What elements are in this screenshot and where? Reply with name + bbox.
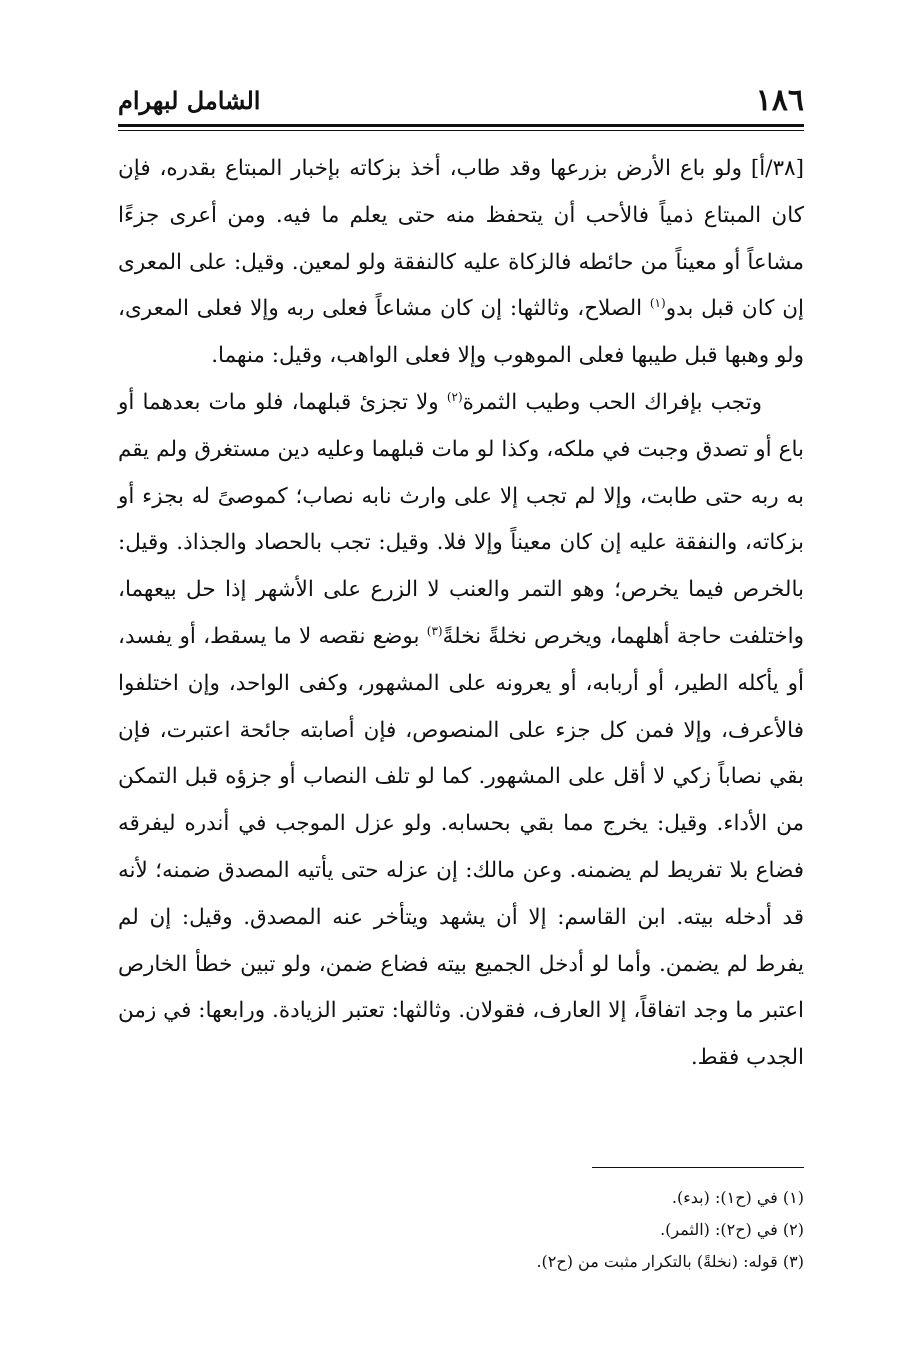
page-header	[118, 76, 804, 124]
page-number: ١٨٦	[755, 82, 804, 118]
header-rule-thin	[118, 130, 804, 131]
footnote-ref-2: (٢)	[446, 389, 463, 404]
paragraph-2-end: بوضع نقصه لا ما يسقط، أو يفسد، أو يأكله الطير، أو أربابه، أو يعرونه على المشهور، وكفى الواحد، وإن اختلفوا فالأعرف، وإلا فمن كل جزء على المنصوص، فإن أصابته جائحة اعتبرت، فإن بقي نصاباً زكي لا أقل على المشهور. كما لو تلف النصاب أو جزؤه قبل التمكن من الأداء. وقيل: يخرج مما بقي بحسابه. ولو عزل الموجب في أندره ليفرقه فضاع بلا تفريط لم يضمنه. وعن مالك: إن عزله حتى يأتيه المصدق ضمنه؛ لأنه قد أدخله بيته. ابن القاسم: إلا أن يشهد ويتأخر عنه المصدق. وقيل: إن لم يفرط لم يضمن. وأما لو أدخل الجميع بيته فضاع ضمن، ولو تبين خطأ الخارص اعتبر ما وجد اتفاقاً، إلا العارف، فقولان. وثالثها: تعتبر الزيادة. ورابعها: في زمن الجدب فقط.	[118, 623, 804, 1071]
footnote-3: (٣) قوله: (نخلةً) بالتكرار مثبت من (ح٢).	[536, 1252, 804, 1271]
paragraph-2-start: وتجب بإفراك الحب وطيب الثمرة	[462, 389, 762, 415]
footnote-ref-1: (١)	[649, 296, 666, 311]
paragraph-1	[118, 146, 804, 380]
footnote-separator	[592, 1167, 804, 1168]
paragraph-2	[118, 380, 804, 1082]
main-text	[118, 146, 804, 1082]
running-title: الشامل لبهرام	[118, 85, 261, 115]
header-rule-thick	[118, 124, 804, 127]
footnotes	[118, 1182, 804, 1278]
footnote-1: (١) في (ح١): (بدء).	[671, 1188, 804, 1207]
paragraph-1-text: [٣٨/أ] ولو باع الأرض بزرعها وقد طاب، أخذ بزكاته بإخبار المبتاع بقدره، فإن كان المبتاع ذمياً فالأحب أن يتحفظ منه حتى يعلم ما فيه. ومن أعرى جزءًا مشاعاً أو معيناً من حائطه فالزكاة عليه كالنفقة ولو لمعين. وقيل: على المعرى إن كان قبل بدو	[118, 156, 804, 322]
footnote-ref-3: (٣)	[426, 623, 443, 638]
paragraph-2-middle: ولا تجزئ قبلهما، فلو مات بعدهما أو باع أو تصدق وجبت في ملكه، وكذا لو مات قبلهما وعليه دين مستغرق ولم يقم به ربه حتى طابت، وإلا لم تجب إلا على وارث نابه نصاب؛ كموصىً له بجزء أو بزكاته، والنفقة عليه إن كان معيناً وإلا فلا. وقيل: تجب بالحصاد والجذاذ. وقيل: بالخرص فيما يخرص؛ وهو التمر والعنب لا الزرع على الأشهر إذا حل بيعهما، واختلفت حاجة أهلهما، ويخرص نخلةً نخلةً	[118, 389, 804, 649]
footnote-2: (٢) في (ح٢): (الثمر).	[660, 1220, 804, 1239]
paragraph-1-end: الصلاح، وثالثها: إن كان مشاعاً فعلى ربه وإلا فعلى المعرى، ولو وهبها قبل طيبها فعلى الموهوب وإلا فعلى الواهب، وقيل: منهما.	[118, 296, 804, 369]
